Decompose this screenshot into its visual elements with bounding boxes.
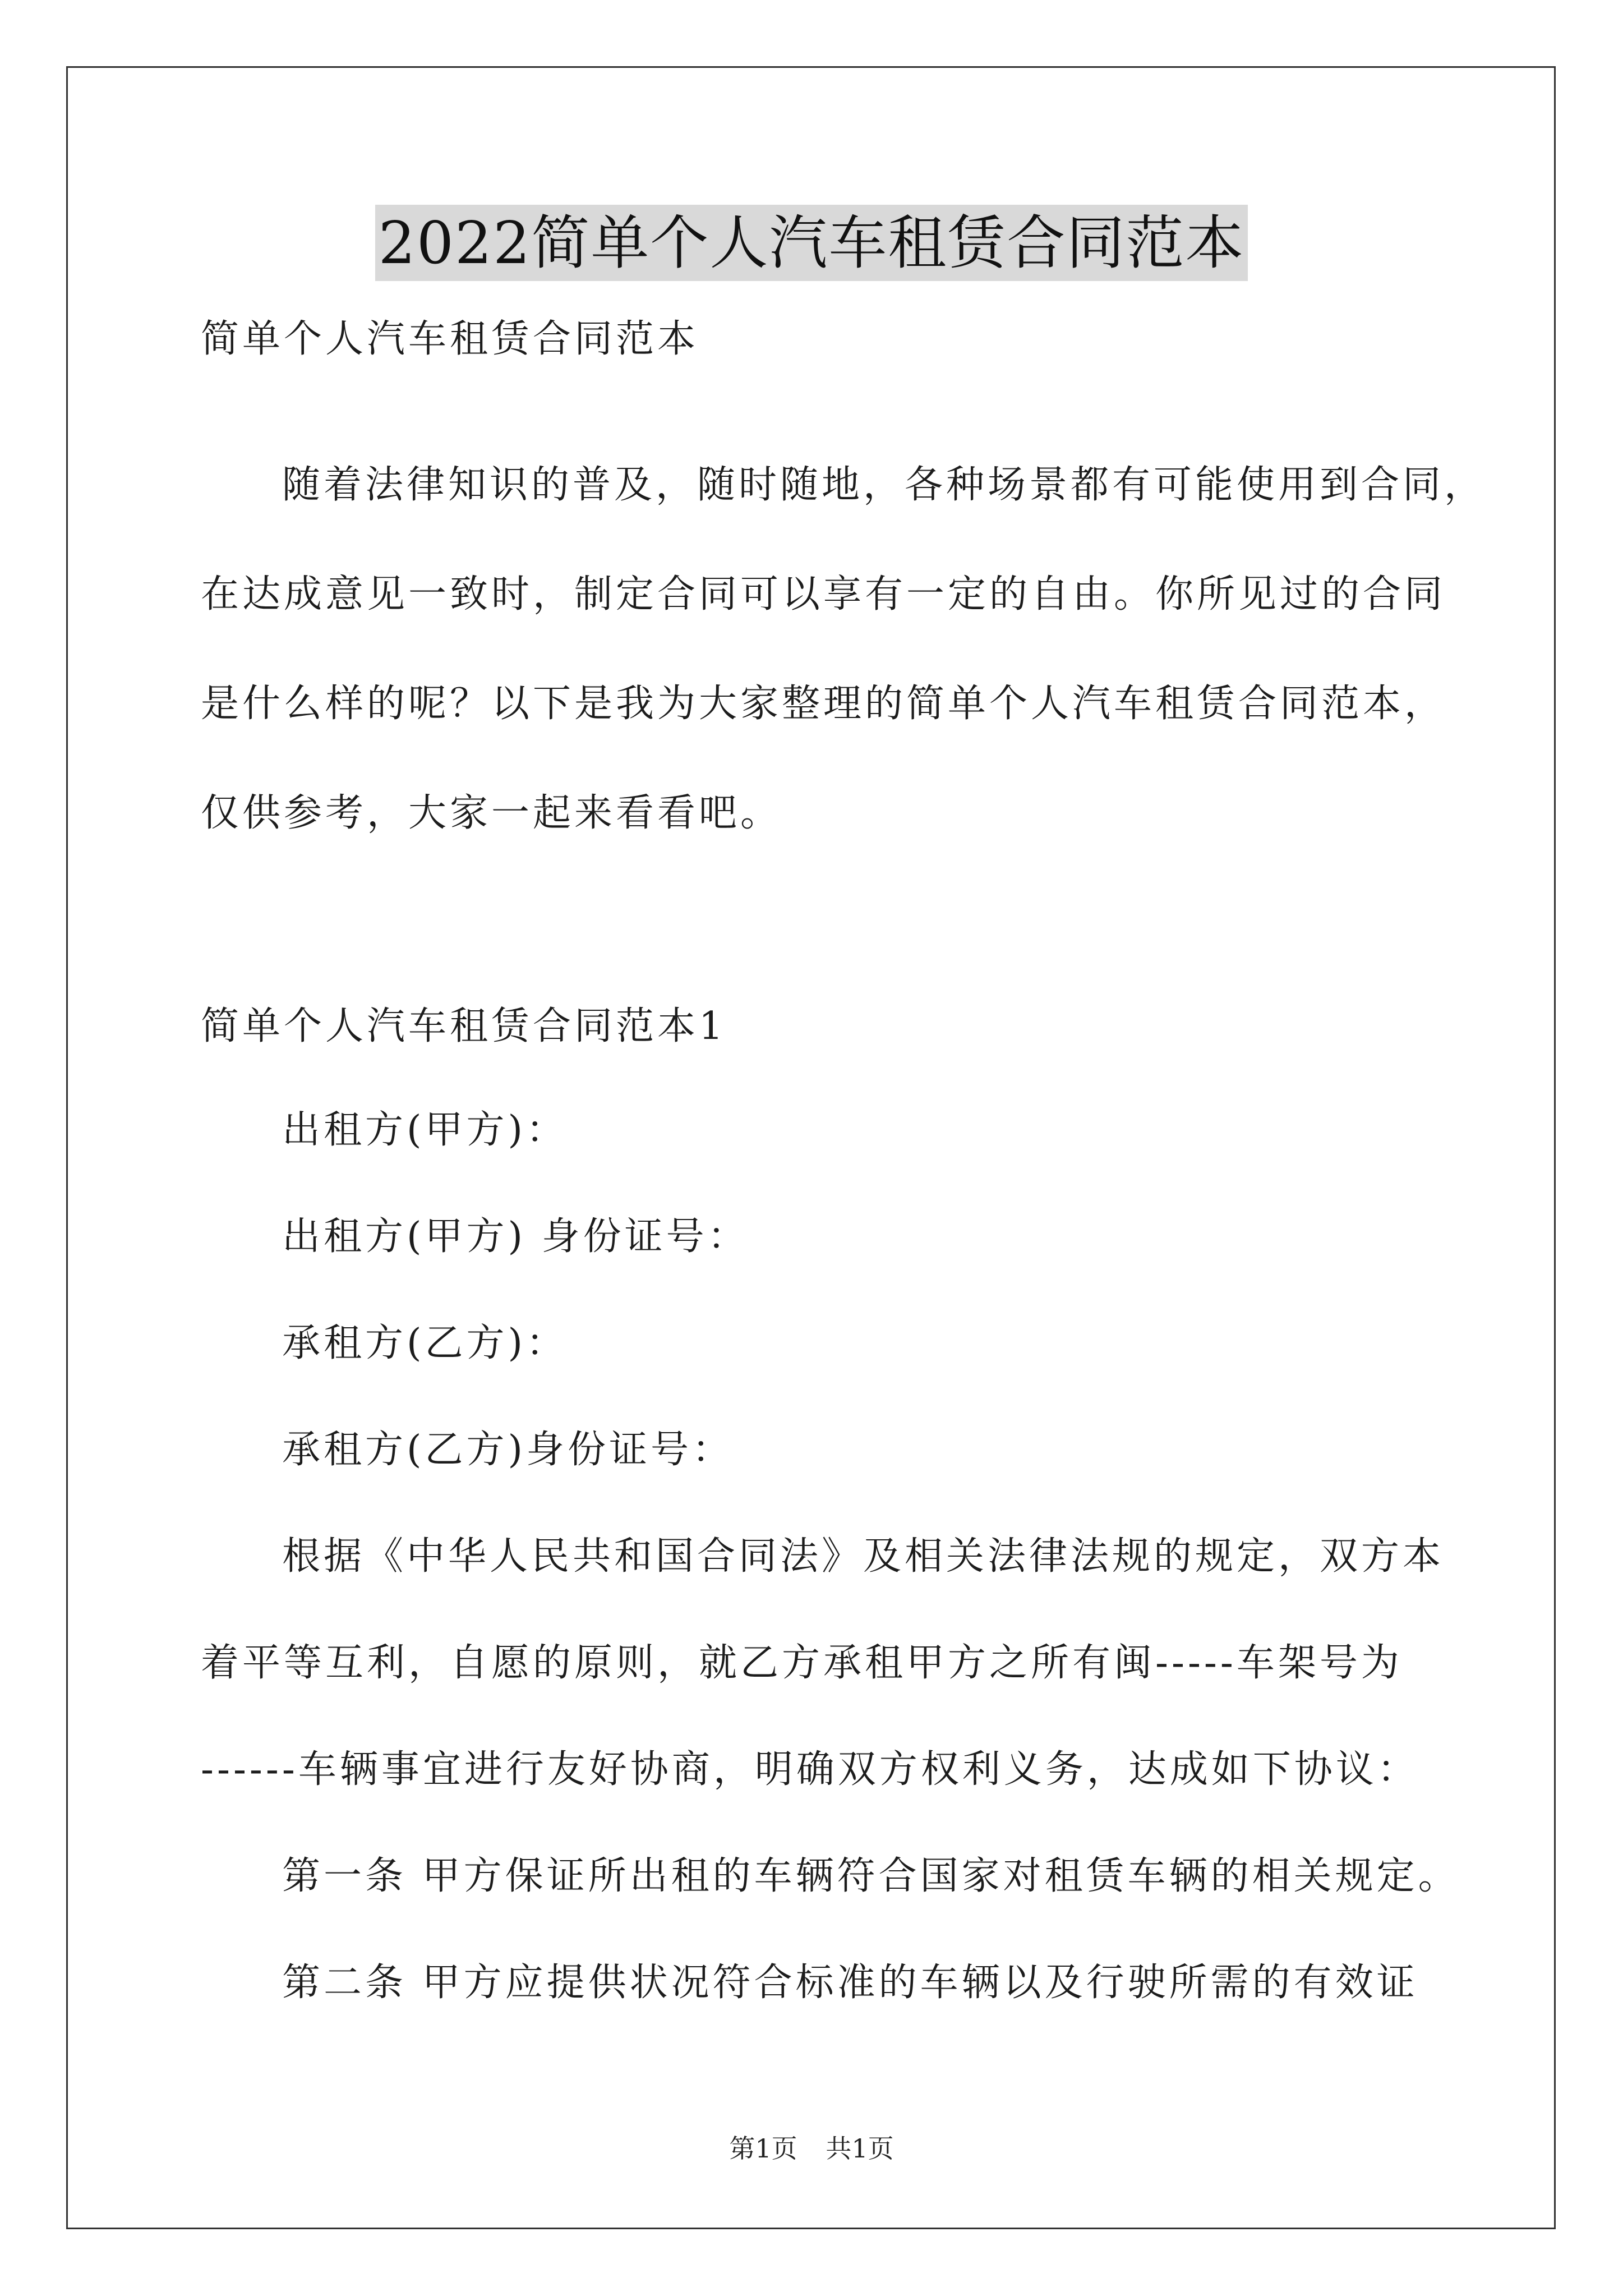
basis-line-3: ------车辆事宜进行友好协商，明确双方权利义务，达成如下协议： (201, 1747, 1419, 1792)
intro-line-3: 是什么样的呢？以下是我为大家整理的简单个人汽车租赁合同范本， (201, 682, 1446, 726)
document-title: 2022简单个人汽车租赁合同范本 (375, 205, 1248, 281)
intro-line-2: 在达成意见一致时，制定合同可以享有一定的自由。你所见过的合同 (201, 572, 1446, 616)
article-1: 第一条 甲方保证所出租的车辆符合国家对租赁车辆的相关规定。 (282, 1854, 1460, 1898)
party-lessor-id: 出租方(甲方) 身份证号： (282, 1214, 749, 1259)
page-total: 共1页 (826, 2133, 894, 2164)
page-footer (0, 2132, 1623, 2165)
party-lessor: 出租方(甲方)： (282, 1108, 568, 1152)
intro-line-1: 随着法律知识的普及，随时随地，各种场景都有可能使用到合同， (282, 463, 1486, 507)
intro-line-4: 仅供参考，大家一起来看看吧。 (201, 791, 782, 835)
party-lessee-id: 承租方(乙方)身份证号： (282, 1428, 734, 1472)
title-container (0, 205, 1623, 281)
basis-line-2: 着平等互利，自愿的原则，就乙方承租甲方之所有闽-----车架号为 (201, 1641, 1403, 1685)
section-heading: 简单个人汽车租赁合同范本1 (201, 1004, 727, 1048)
article-2: 第二条 甲方应提供状况符合标准的车辆以及行驶所需的有效证 (282, 1961, 1418, 2005)
basis-line-1: 根据《中华人民共和国合同法》及相关法律法规的规定，双方本 (282, 1534, 1445, 1579)
party-lessee: 承租方(乙方)： (282, 1321, 568, 1365)
page-number: 第1页 (729, 2133, 797, 2164)
document-subtitle: 简单个人汽车租赁合同范本 (201, 317, 699, 361)
